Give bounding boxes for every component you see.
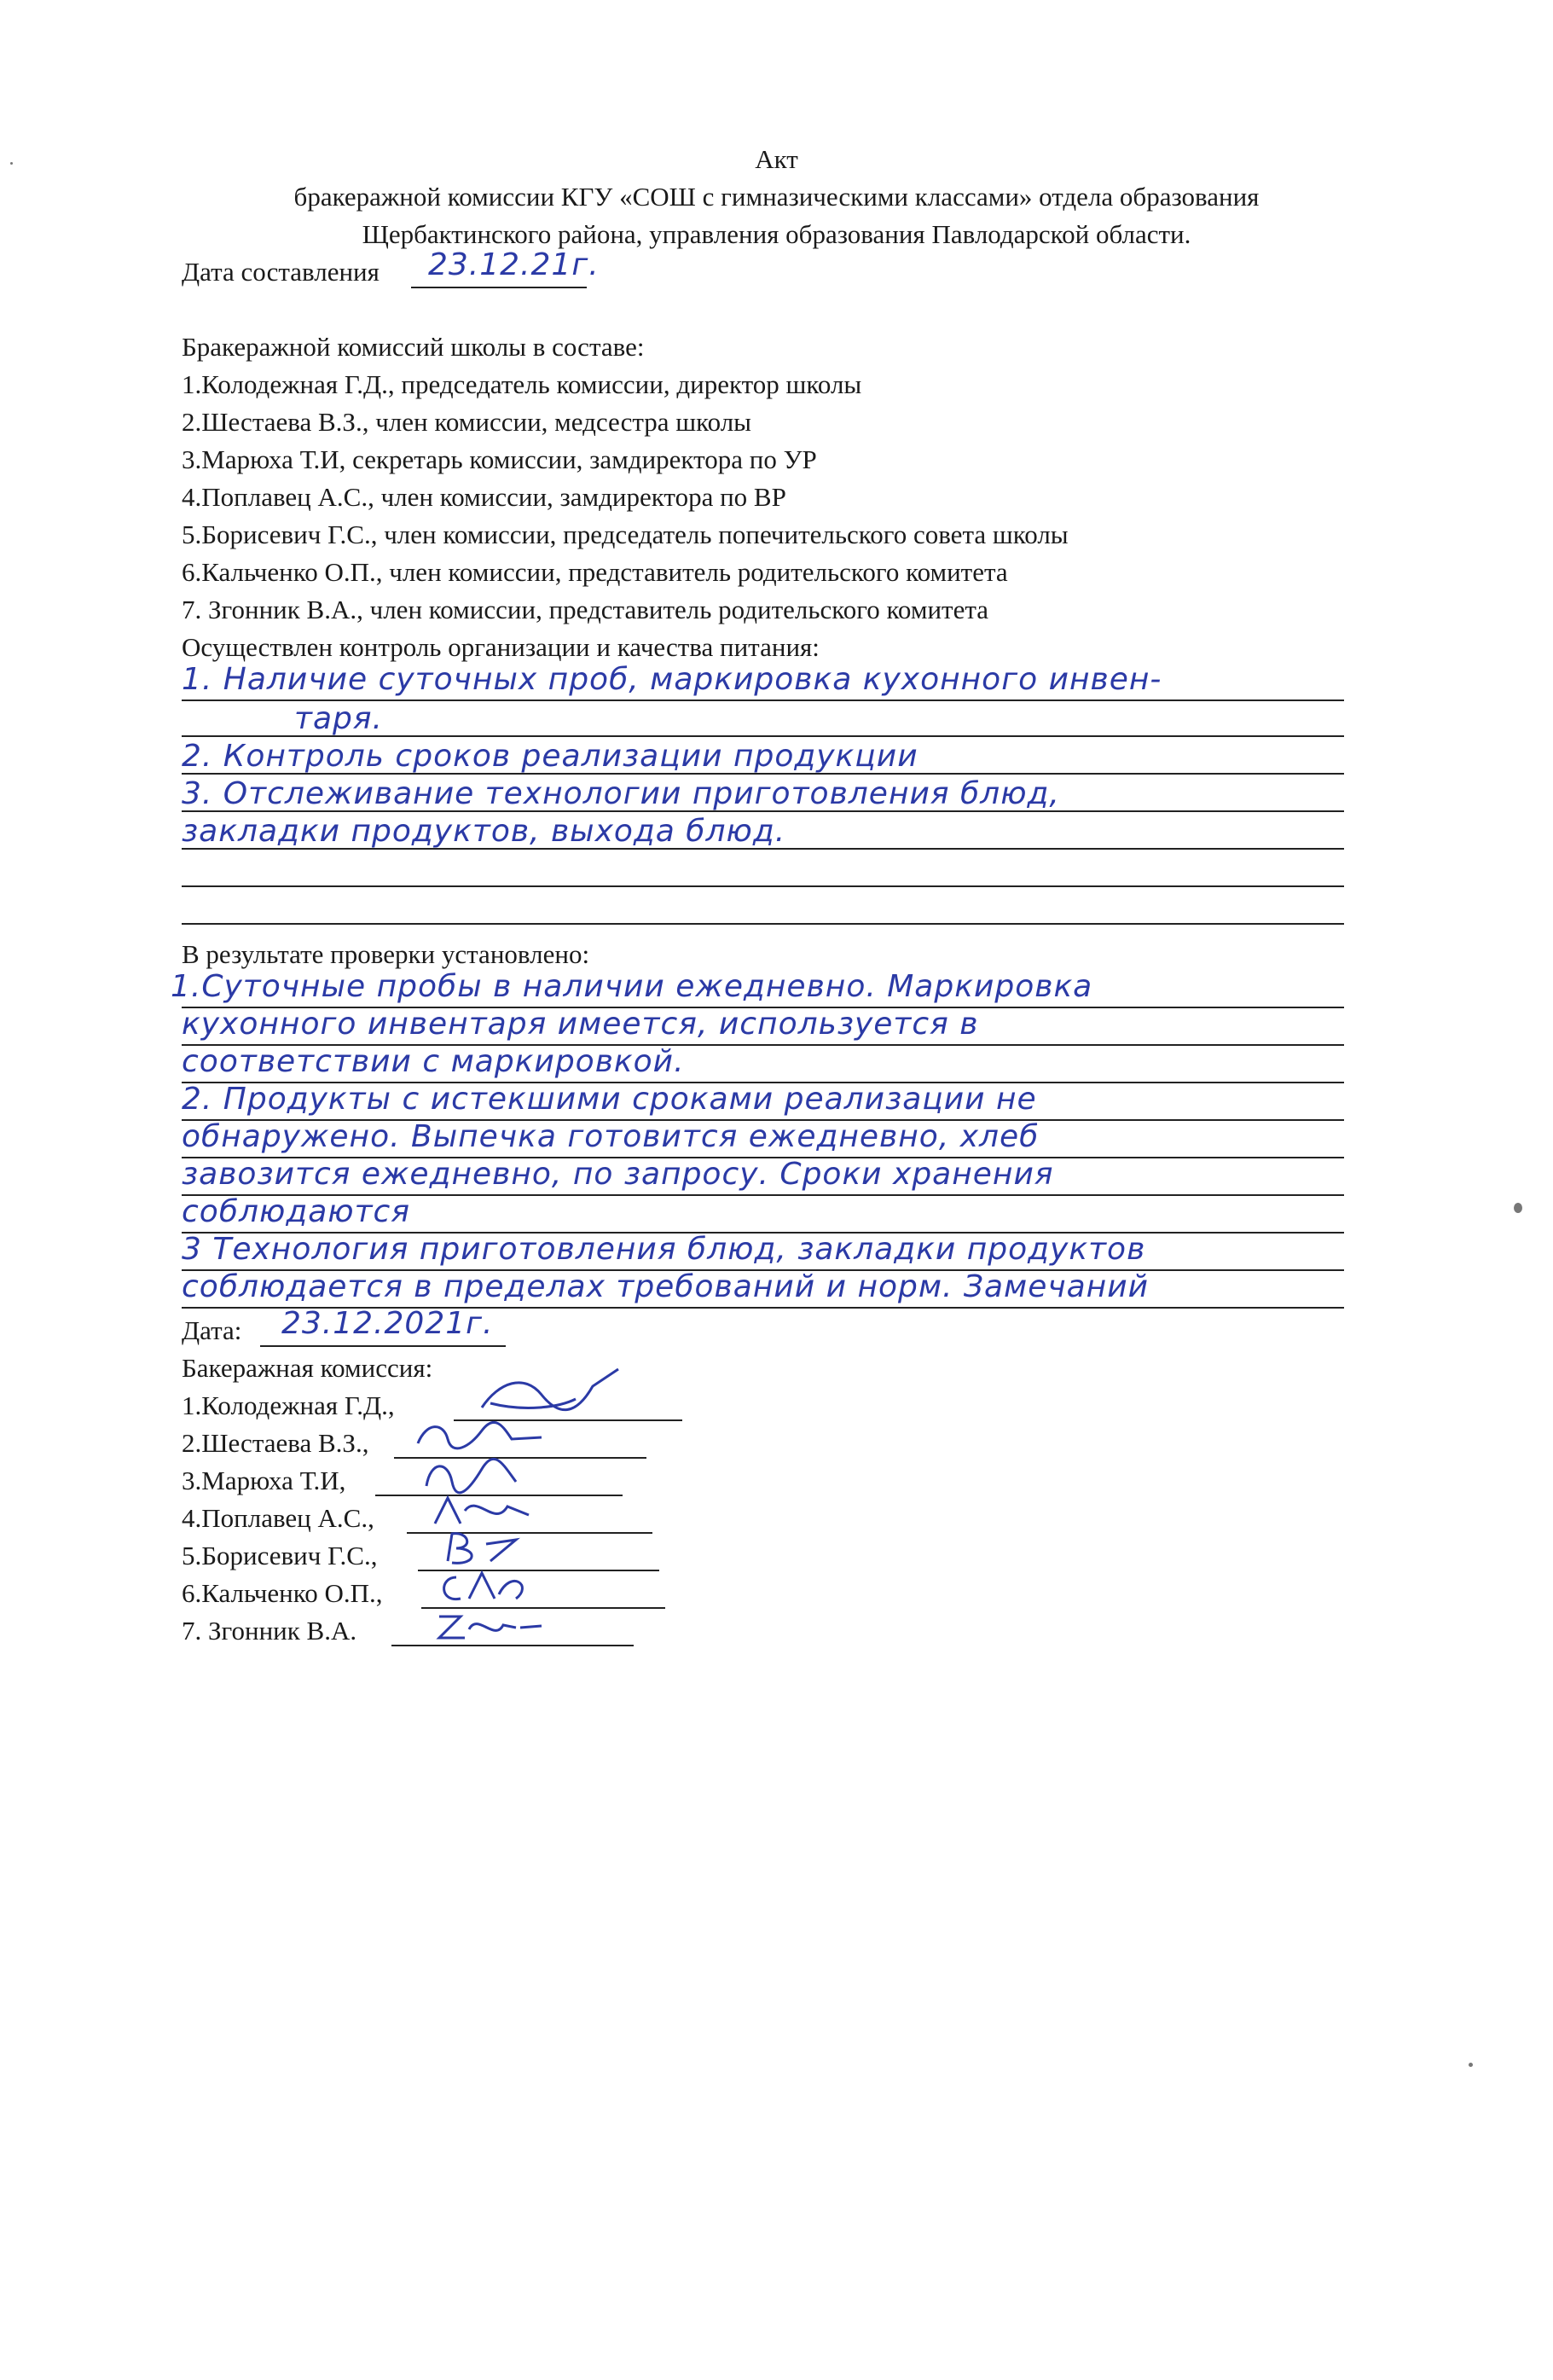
document-subtitle-line2: Щербактинского района, управления образования Павлодарской области. bbox=[362, 219, 1191, 249]
result-handwritten-line: соблюдаются bbox=[182, 1194, 411, 1229]
member-line: 2.Шестаева В.З., член комиссии, медсестра школы bbox=[182, 407, 752, 437]
result-handwritten-line: соблюдается в пределах требований и норм. Замечаний bbox=[182, 1269, 1150, 1304]
result-handwritten-line: соответствии с маркировкой. bbox=[182, 1044, 685, 1079]
control-rule bbox=[182, 923, 1344, 925]
control-handwritten-line: 1. Наличие суточных проб, маркировка кухонного инвен- bbox=[182, 662, 1162, 697]
footer-date-label: Дата: bbox=[182, 1315, 242, 1345]
member-line: 5.Борисевич Г.С., член комиссии, председатель попечительского совета школы bbox=[182, 520, 1069, 549]
result-handwritten-line: завозится ежедневно, по запросу. Сроки хранения bbox=[182, 1157, 1054, 1192]
member-line: 3.Марюха Т.И, секретарь комиссии, замдиректора по УР bbox=[182, 444, 817, 474]
signature-name: 1.Колодежная Г.Д., bbox=[182, 1390, 395, 1420]
signature-image-maryukha bbox=[418, 1452, 529, 1495]
date-label: Дата составления bbox=[182, 257, 380, 287]
member-line: 1.Колодежная Г.Д., председатель комиссии, директор школы bbox=[182, 369, 862, 399]
control-handwritten-line: таря. bbox=[294, 701, 383, 736]
result-handwritten-line: обнаружено. Выпечка готовится ежедневно, хлеб bbox=[182, 1119, 1040, 1154]
signature-name: 4.Поплавец А.С., bbox=[182, 1503, 374, 1533]
control-handwritten-line: 3. Отслеживание технологии приготовления блюд, bbox=[182, 776, 1060, 811]
signature-image-shestaeva bbox=[409, 1413, 554, 1456]
signature-name: 6.Кальченко О.П., bbox=[182, 1578, 383, 1608]
result-handwritten-line: кухонного инвентаря имеется, используется в bbox=[182, 1007, 979, 1042]
member-line: 6.Кальченко О.П., член комиссии, представитель родительского комитета bbox=[182, 557, 1008, 587]
footer-date-handwritten: 23.12.2021г. bbox=[281, 1306, 494, 1341]
control-rule bbox=[182, 885, 1344, 887]
signature-name: 2.Шестаева В.З., bbox=[182, 1428, 369, 1458]
scan-speck bbox=[1514, 1203, 1522, 1213]
date-underline bbox=[411, 287, 587, 288]
control-label: Осуществлен контроль организации и качества питания: bbox=[182, 632, 820, 662]
signature-image-borisevich bbox=[439, 1527, 533, 1570]
footer-date-underline bbox=[260, 1345, 506, 1347]
document-subtitle-line1: бракеражной комиссии КГУ «СОШ с гимназическими классами» отдела образования bbox=[293, 182, 1260, 212]
signature-image-kalchenko bbox=[435, 1564, 546, 1607]
control-handwritten-line: закладки продуктов, выхода блюд. bbox=[182, 814, 786, 849]
signature-name: 5.Борисевич Г.С., bbox=[182, 1541, 378, 1570]
signature-name: 3.Марюха Т.И, bbox=[182, 1466, 346, 1495]
signature-name: 7. Згонник В.А. bbox=[182, 1616, 357, 1646]
composition-intro: Бракеражной комиссий школы в составе: bbox=[182, 332, 645, 362]
signature-image-poplavets bbox=[426, 1489, 537, 1532]
scan-speck bbox=[1469, 2063, 1473, 2067]
member-line: 7. Згонник В.А., член комиссии, представитель родительского комитета bbox=[182, 595, 989, 624]
result-label: В результате проверки установлено: bbox=[182, 939, 590, 969]
result-handwritten-line: 2. Продукты с истекшими сроками реализации не bbox=[182, 1082, 1037, 1117]
result-handwritten-line: 1.Суточные пробы в наличии ежедневно. Маркировка bbox=[171, 969, 1093, 1004]
signatures-label: Бакеражная комиссия: bbox=[182, 1353, 433, 1383]
member-line: 4.Поплавец А.С., член комиссии, замдиректора по ВР bbox=[182, 482, 786, 512]
control-handwritten-line: 2. Контроль сроков реализации продукции bbox=[182, 739, 918, 774]
result-handwritten-line: 3 Технология приготовления блюд, закладки продуктов bbox=[182, 1232, 1146, 1267]
signature-image-zgonnik bbox=[431, 1604, 550, 1646]
document-title: Акт bbox=[755, 144, 798, 174]
date-handwritten: 23.12.21г. bbox=[428, 247, 600, 282]
scan-speck bbox=[10, 162, 13, 165]
